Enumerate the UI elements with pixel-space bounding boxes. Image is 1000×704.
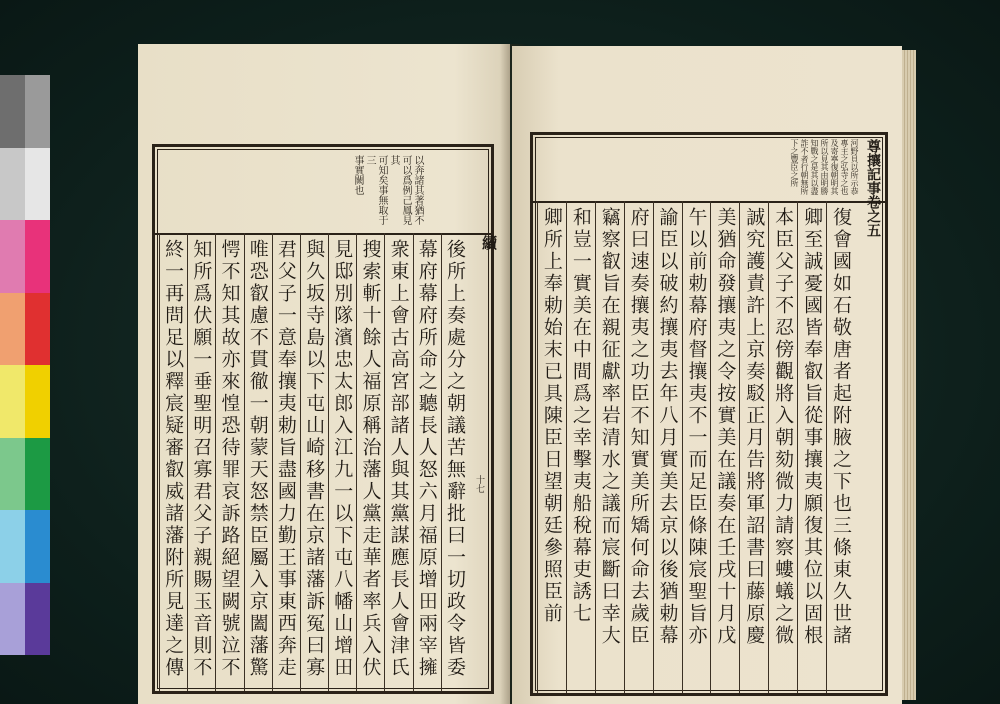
column-rule (300, 233, 301, 691)
note-line: 可知矣事無取于三 (364, 155, 387, 225)
note-line: 以奔諸其著猶不 (412, 155, 423, 225)
note-line: 可以爲例己鳳見其 (388, 155, 411, 225)
text-column: 竊察叡旨在親征獻率岩清水之議而宸斷曰幸大 (598, 207, 621, 647)
color-patch (0, 365, 25, 438)
left-header-note (351, 155, 423, 231)
note-line: 及寄寧復朝明其 (830, 139, 839, 195)
color-patch (25, 438, 50, 511)
text-column: 與久坂寺島以下屯山崎移書在京諸藩訴冤曰寡 (303, 239, 326, 679)
color-patch (0, 220, 25, 293)
left-side-label: 續 (480, 235, 498, 250)
color-patch (25, 75, 50, 148)
note-line: 事實闕也 (352, 155, 363, 195)
text-column: 卿所上奉勅始末已具陳臣日望朝廷參照臣前 (540, 207, 563, 625)
column-rule (653, 201, 654, 693)
column-rule (244, 233, 245, 691)
note-line: 知戰之是其以盡 (810, 139, 819, 195)
column-rule (159, 233, 160, 691)
column-rule (624, 201, 625, 693)
note-line: 下之豐臣之所 (790, 139, 799, 187)
text-column: 唯恐叡慮不貫徹一朝蒙天怒禁臣屬入京闔藩驚 (246, 239, 269, 679)
color-patch (25, 583, 50, 656)
column-rule (537, 201, 538, 693)
note-line: 專主之弘寺之也 (840, 139, 849, 195)
column-rule (328, 233, 329, 691)
text-column: 諭臣以破約攘夷去年八月實美去京以後猶勅幕 (656, 207, 679, 647)
text-column: 美猶命發攘夷之令按實美在議奏在壬戌十月戊 (714, 207, 737, 647)
note-line: 河野貝以所示恭 (850, 139, 859, 195)
text-column: 知所爲伏願一垂聖明召寡君父子親賜玉音則不 (190, 239, 213, 679)
text-column: 幕府幕府所命之聽長人怒六月福原增田兩宰擁 (415, 239, 438, 679)
color-patch (0, 293, 25, 366)
color-calibration-strip (0, 75, 50, 655)
column-rule (768, 201, 769, 693)
text-column: 本臣父子不忍傍觀將入朝劾微力請察螻蟻之微 (772, 207, 795, 647)
color-patch (0, 438, 25, 511)
text-column: 府曰速奏攘夷之功臣不知實美所矯何命去歲臣 (627, 207, 650, 647)
text-column: 見邸別隊濱忠太郎入江九一以下屯八幡山增田 (331, 239, 354, 679)
text-column: 衆東上會古高宮部諸人與其黨謀應長人會津氏 (387, 239, 410, 679)
right-page (512, 46, 902, 704)
text-column: 午以前勅幕府督攘夷不一而足臣條陳宸聖旨亦 (685, 207, 708, 647)
column-rule (595, 201, 596, 693)
left-header-band (155, 147, 491, 235)
text-column: 君父子一意奉攘夷勅旨盡國力勤王事東西奔走 (274, 239, 297, 679)
text-column: 搜索斬十餘人福原稱治藩人黨走華者率兵入伏 (359, 239, 382, 679)
text-column: 誠究護責許上京奏駁正月告將軍詔書曰藤原慶 (743, 207, 766, 647)
column-rule (187, 233, 188, 691)
text-column: 卿至誠憂國皆奉叡旨從事攘夷願復其位以固根 (801, 207, 824, 647)
column-rule (441, 233, 442, 691)
right-side-label: 尊攘記事卷之五 (865, 139, 881, 237)
open-book (128, 32, 928, 704)
column-rule (797, 201, 798, 693)
text-column: 終一再問足以釋宸疑審叡威諸藩附所見達之傳 (162, 239, 185, 679)
column-rule (682, 201, 683, 693)
color-patch (0, 148, 25, 221)
color-patch (25, 365, 50, 438)
right-page-frame (530, 132, 888, 696)
left-page (138, 44, 510, 704)
color-patch (0, 510, 25, 583)
text-column: 愕不知其故亦來惶恐待罪哀訴路絕望闕號泣不 (218, 239, 241, 679)
text-column: 復會國如石敬唐者起附腋之下也三條東久世諸 (829, 207, 852, 647)
column-rule (215, 233, 216, 691)
page-edges (902, 50, 916, 700)
column-rule (356, 233, 357, 691)
text-column: 和豈一實美在中間爲之幸擊夷船稅幕吏誘七 (569, 207, 592, 625)
column-rule (413, 233, 414, 691)
page-number: 十七 (474, 475, 484, 493)
text-column: 後所上奏處分之朝議苦無辭批曰一切政令皆委 (443, 239, 466, 679)
left-page-frame (152, 144, 498, 694)
column-rule (566, 201, 567, 693)
right-header-note (789, 139, 859, 201)
color-patch (25, 510, 50, 583)
color-patch (25, 148, 50, 221)
color-patch (25, 220, 50, 293)
column-rule (710, 201, 711, 693)
color-patch (0, 583, 25, 656)
note-line: 詐不者行朝無所 (800, 139, 809, 195)
color-patch (0, 75, 25, 148)
column-rule (826, 201, 827, 693)
column-rule (739, 201, 740, 693)
note-line: 所以見其由明勝 (820, 139, 829, 195)
column-rule (384, 233, 385, 691)
color-patch (25, 293, 50, 366)
column-rule (272, 233, 273, 691)
